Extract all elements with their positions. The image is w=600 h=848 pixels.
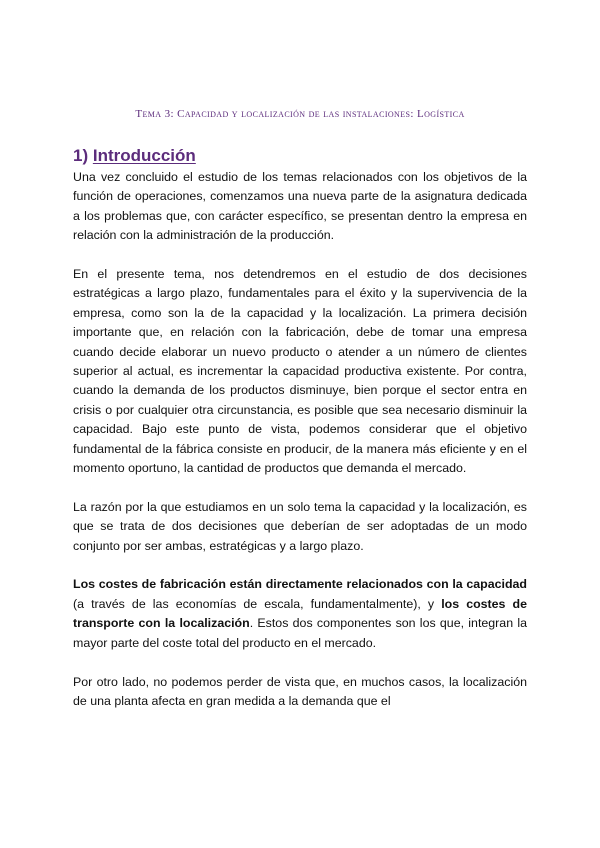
- paragraph-4-text-2: . Estos dos componentes son los que, integran la mayor parte del coste total del producto en el mercado.: [73, 616, 527, 650]
- section-title: Introducción: [92, 146, 196, 165]
- paragraph-5: Por otro lado, no podemos perder de vista que, en muchos casos, la localización de una planta afecta en gran medida a la demanda que el: [73, 674, 527, 708]
- paragraph-2: En el presente tema, nos detendremos en el estudio de dos decisiones estratégicas a largo plazo, fundamentales para el éxito y la supervivencia de la empresa, como son la de la capacidad y la localización. La primera decisión importante que, en relación con la fabricación, debe de tomar una empresa cuando decide elaborar un nuevo producto o atender a un número de clientes superior al actual, es incrementar la capacidad productiva existente. Por contra, cuando la demanda de los productos disminuye, bien porque el sector entra en crisis o por cualquier otra circunstancia, es posible que sea necesario disminuir la capacidad. Bajo este punto de vista, podemos considerar que el objetivo fundamental de la fábrica consiste en producir, de la manera más eficiente y en el momento oportuno, la cantidad de productos que demanda el mercado.: [73, 267, 527, 476]
- paragraph-4-text-1: (a través de las economías de escala, fundamentalmente), y: [73, 596, 442, 611]
- bold-phrase-capacity: Los costes de fabricación están directamente relacionados con la capacidad: [73, 577, 527, 592]
- paragraph-1: Una vez concluido el estudio de los temas relacionados con los objetivos de la función de operaciones, comenzamos una nueva parte de la asignatura dedicada a los problemas que, con carácter específico, se presentan dentro la empresa en relación con la administración de la producción.: [73, 170, 527, 243]
- paragraph-3: La razón por la que estudiamos en un solo tema la capacidad y la localización, es que se trata de dos decisiones que deberían de ser adoptadas de un modo conjunto por ser ambas, estratégicas y a largo plazo.: [73, 499, 527, 553]
- bold-phrase-location: los costes de transporte con la localización: [73, 596, 527, 631]
- body-text: [73, 168, 527, 711]
- section-number: 1): [73, 146, 89, 165]
- paragraph-4: [73, 575, 527, 653]
- section-heading: [73, 146, 196, 166]
- topic-title: Tema 3: Capacidad y localización de las instalaciones: Logística: [135, 108, 465, 120]
